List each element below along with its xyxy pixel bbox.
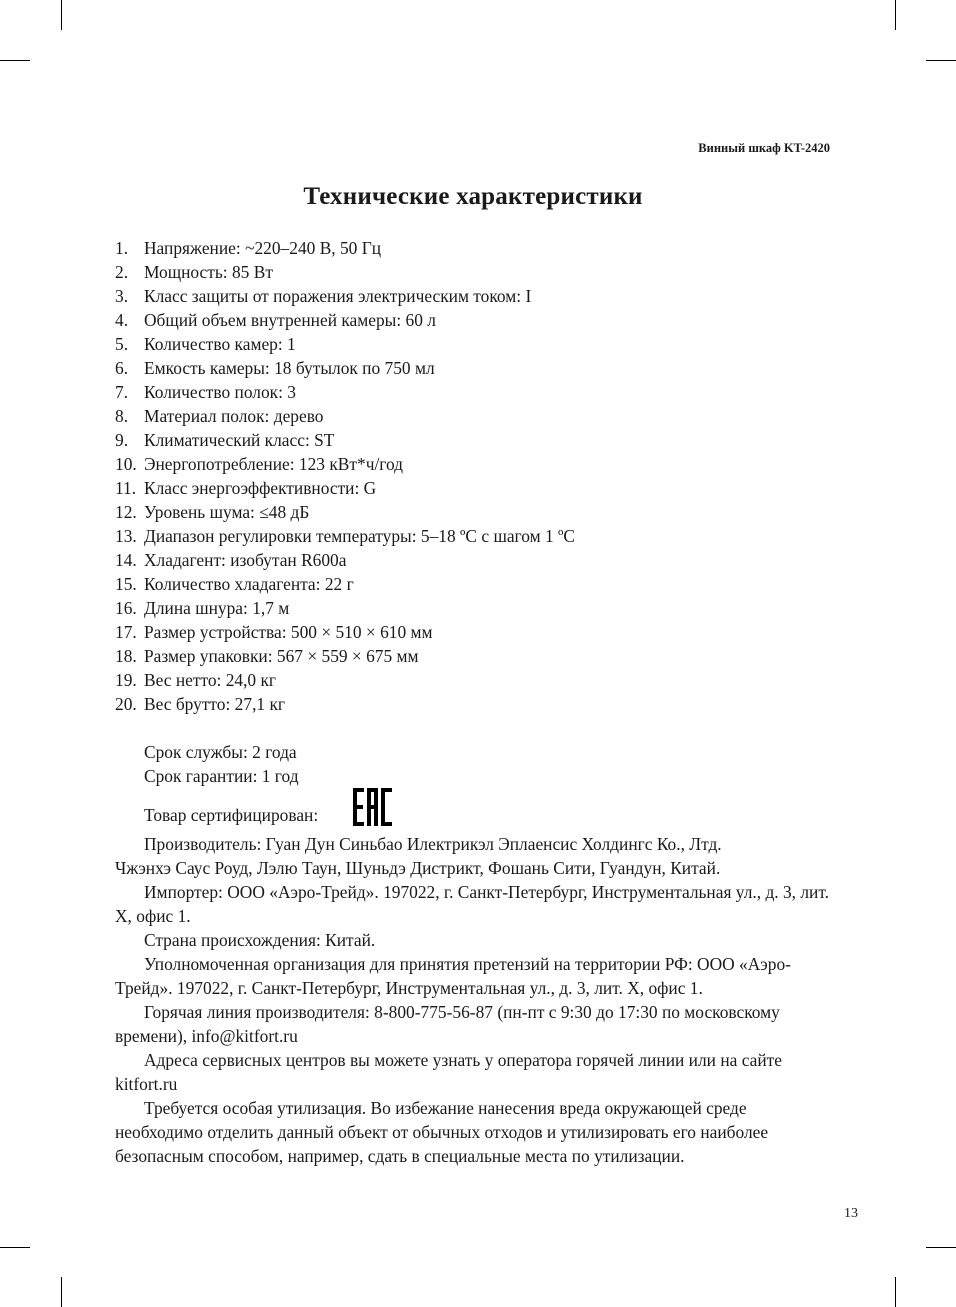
spec-number: 13. xyxy=(115,526,137,546)
spec-number: 9. xyxy=(115,430,129,450)
spec-number: 17. xyxy=(115,622,137,642)
spec-text: Размер упаковки: 567 × 559 × 675 мм xyxy=(144,646,419,666)
origin-country: Страна происхождения: Китай. xyxy=(144,930,376,950)
running-header: Винный шкаф KT-2420 xyxy=(698,141,830,155)
spec-number: 1. xyxy=(115,238,129,258)
spec-text: Размер устройства: 500 × 510 × 610 мм xyxy=(144,622,433,642)
spec-item xyxy=(115,236,835,260)
certification-line xyxy=(115,788,833,832)
spec-item xyxy=(115,332,835,356)
spec-item xyxy=(115,428,835,452)
spec-item xyxy=(115,596,835,620)
page-number: 13 xyxy=(844,1206,858,1221)
spec-item xyxy=(115,692,835,716)
spec-number: 11. xyxy=(115,478,137,498)
spec-number: 4. xyxy=(115,310,129,330)
disposal-notice: Требуется особая утилизация. Во избежание нанесения вреда окружающей среде необходимо отделить данный объект от обычных отходов и утилизировать его наиболее безопасным способом, например, сдать в специальные места по утилизации. xyxy=(115,1098,769,1166)
hotline: Горячая линия производителя: 8-800-775-56-87 (пн-пт с 9:30 до 17:30 по московскому времени), info@kitfort.ru xyxy=(115,1002,780,1046)
spec-text: Уровень шума: ≤48 дБ xyxy=(144,502,310,522)
spec-item xyxy=(115,668,835,692)
spec-text: Длина шнура: 1,7 м xyxy=(144,598,290,618)
crop-mark xyxy=(61,0,62,30)
eac-certification-icon xyxy=(324,788,392,832)
spec-number: 14. xyxy=(115,550,137,570)
spec-item xyxy=(115,572,835,596)
spec-item xyxy=(115,404,835,428)
spec-text: Климатический класс: ST xyxy=(144,430,335,450)
spec-text: Емкость камеры: 18 бутылок по 750 мл xyxy=(144,358,435,378)
spec-item xyxy=(115,380,835,404)
spec-item xyxy=(115,260,835,284)
spec-number: 15. xyxy=(115,574,137,594)
spec-number: 19. xyxy=(115,670,137,690)
crop-mark xyxy=(926,1247,956,1248)
spec-number: 16. xyxy=(115,598,137,618)
crop-mark xyxy=(895,0,896,30)
spec-item xyxy=(115,620,835,644)
crop-mark xyxy=(0,1247,30,1248)
spec-text: Напряжение: ~220–240 В, 50 Гц xyxy=(144,238,382,258)
crop-mark xyxy=(895,1277,896,1307)
spec-text: Материал полок: дерево xyxy=(144,406,324,426)
crop-mark xyxy=(0,60,30,61)
spec-number: 5. xyxy=(115,334,129,354)
spec-number: 2. xyxy=(115,262,129,282)
certified-label: Товар сертифицирован: xyxy=(144,805,319,825)
spec-number: 18. xyxy=(115,646,137,666)
authorized-organization: Уполномоченная организация для принятия претензий на территории РФ: ООО «Аэро-Трейд». 197022, г. Санкт-Петербург, Инструментальная ул., д. 3, лит. Х, офис 1. xyxy=(115,954,791,998)
spec-text: Количество хладагента: 22 г xyxy=(144,574,354,594)
spec-text: Вес брутто: 27,1 кг xyxy=(144,694,286,714)
spec-item xyxy=(115,308,835,332)
spec-text: Класс энергоэффективности: G xyxy=(144,478,377,498)
spec-number: 10. xyxy=(115,454,137,474)
service-centers: Адреса сервисных центров вы можете узнать у оператора горячей линии или на сайте kitfort.ru xyxy=(115,1050,782,1094)
spec-number: 20. xyxy=(115,694,137,714)
spec-text: Общий объем внутренней камеры: 60 л xyxy=(144,310,436,330)
service-life: Срок службы: 2 года xyxy=(144,742,297,762)
specs-list xyxy=(115,236,835,716)
crop-mark xyxy=(926,60,956,61)
spec-item xyxy=(115,524,835,548)
spec-text: Хладагент: изобутан R600a xyxy=(144,550,347,570)
manufacturer: Производитель: Гуан Дун Синьбао Илектрикэл Эплаенсис Холдингс Ко., Лтд. xyxy=(144,834,722,854)
spec-number: 12. xyxy=(115,502,137,522)
spec-number: 7. xyxy=(115,382,129,402)
spec-item xyxy=(115,284,835,308)
manufacturer-address: Чжэнхэ Саус Роуд, Лэлю Таун, Шуньдэ Дистрикт, Фошань Сити, Гуандун, Китай. xyxy=(115,858,721,878)
warranty: Срок гарантии: 1 год xyxy=(144,766,299,786)
spec-item xyxy=(115,452,835,476)
spec-item xyxy=(115,476,835,500)
spec-text: Диапазон регулировки температуры: 5–18 ºС с шагом 1 ºС xyxy=(144,526,576,546)
spec-item xyxy=(115,548,835,572)
spec-text: Количество камер: 1 xyxy=(144,334,296,354)
crop-mark xyxy=(61,1277,62,1307)
spec-item xyxy=(115,356,835,380)
spec-text: Количество полок: 3 xyxy=(144,382,297,402)
spec-number: 3. xyxy=(115,286,129,306)
spec-number: 6. xyxy=(115,358,129,378)
page-title: Технические характеристики xyxy=(303,183,643,210)
spec-number: 8. xyxy=(115,406,129,426)
spec-item xyxy=(115,644,835,668)
spec-text: Класс защиты от поражения электрическим током: I xyxy=(144,286,532,306)
spec-text: Мощность: 85 Вт xyxy=(144,262,273,282)
spec-item xyxy=(115,500,835,524)
info-section xyxy=(115,740,833,1168)
spec-text: Вес нетто: 24,0 кг xyxy=(144,670,277,690)
importer: Импортер: ООО «Аэро-Трейд». 197022, г. Санкт-Петербург, Инструментальная ул., д. 3, лит. Х, офис 1. xyxy=(115,882,830,926)
spec-text: Энергопотребление: 123 кВт*ч/год xyxy=(144,454,404,474)
